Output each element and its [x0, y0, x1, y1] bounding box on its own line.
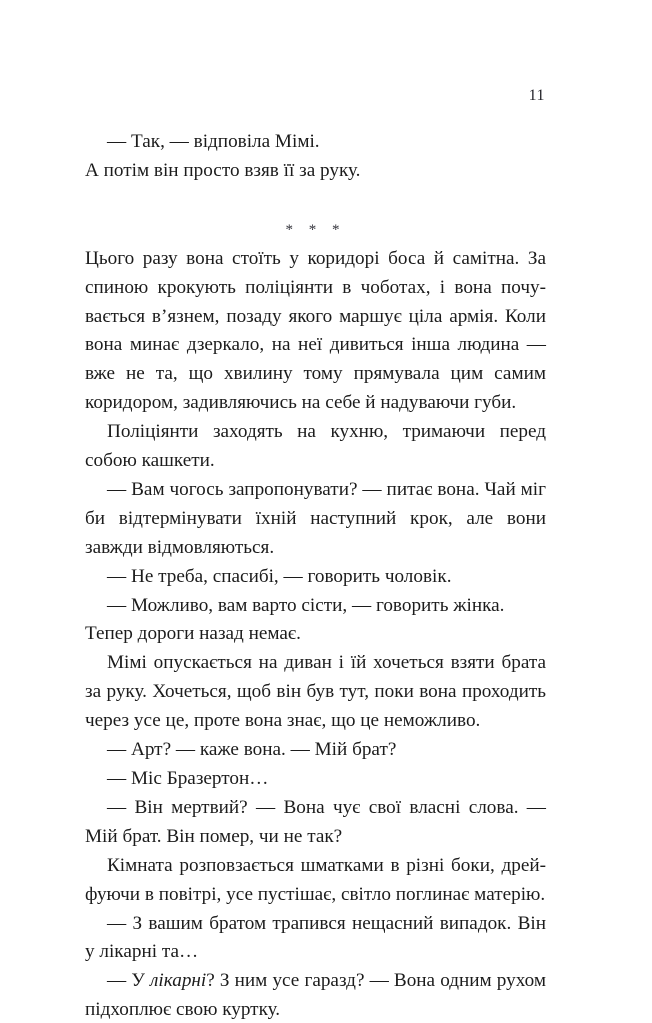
dialogue-hospital-prefix: — У [107, 970, 151, 992]
dialogue-offer-tea: — Вам чогось запропонувати? — питає вона. Чай міг би відтермінувати їхній наступний крок, але вони завжди відмовляються. [85, 478, 546, 558]
dialogue-no-thanks: — Не треба, спасибі, — говорить чоловік. [107, 565, 452, 587]
dialogue-hospital [85, 967, 546, 1023]
paragraph-room-dissolving: Кімната розповзається шматками в різні боки, дрейфуючи в повітрі, усе пустішає, світло поглинає матерію. [85, 854, 546, 905]
dialogue-please-sit: — Можливо, вам варто сісти, — говорить жінка. [107, 594, 505, 616]
dialogue-accident: — З вашим братом трапився нещасний випадок. Він у лікарні та… [85, 912, 546, 963]
dialogue-hospital-suffix: ? З ним усе гаразд? — Вона одним рухом підхоплює свою куртку. [85, 970, 546, 1021]
scene-break-asterisks: * * * [285, 221, 346, 238]
paragraph-sofa: Мімі опускається на диван і їй хочеться взяти брата за руку. Хочеться, щоб він був тут, поки вона проходить через усе це, проте вона знає, що це неможливо. [85, 652, 546, 732]
page-number: 11 [528, 87, 545, 104]
narrative-line: А потім він просто взяв її за руку. [85, 159, 361, 181]
dialogue-hospital-emphasis: лікарні [150, 970, 207, 992]
scene-break-spacer-top [85, 186, 546, 216]
body-text-block [85, 128, 546, 1023]
paragraph-kitchen: Поліціянти заходять на кухню, тримаючи перед собою кашкети. [85, 421, 546, 472]
dialogue-art: — Арт? — каже вона. — Мій брат? [107, 739, 397, 761]
paragraph-corridor: Цього разу вона стоїть у коридорі боса й самітна. За спиною крокують поліціянти в чоботах, і вона почувається в’язнем, позаду якого маршує ціла армія. Коли вона минає дзеркало, на неї дивиться інша людина — вже не та, що хвилину тому прямувала цим самим коридором, задивляючись на себе й надуваючи губи. [85, 247, 546, 414]
dialogue-is-he-dead: — Він мертвий? — Вона чує свої власні слова. — Мій брат. Він помер, чи не так? [85, 796, 546, 847]
narrative-no-way-back: Тепер дороги назад немає. [85, 623, 301, 645]
dialogue-line: — Так, — відповіла Мімі. [107, 131, 320, 152]
dialogue-miss-brotherton: — Міс Бразертон… [107, 768, 269, 790]
